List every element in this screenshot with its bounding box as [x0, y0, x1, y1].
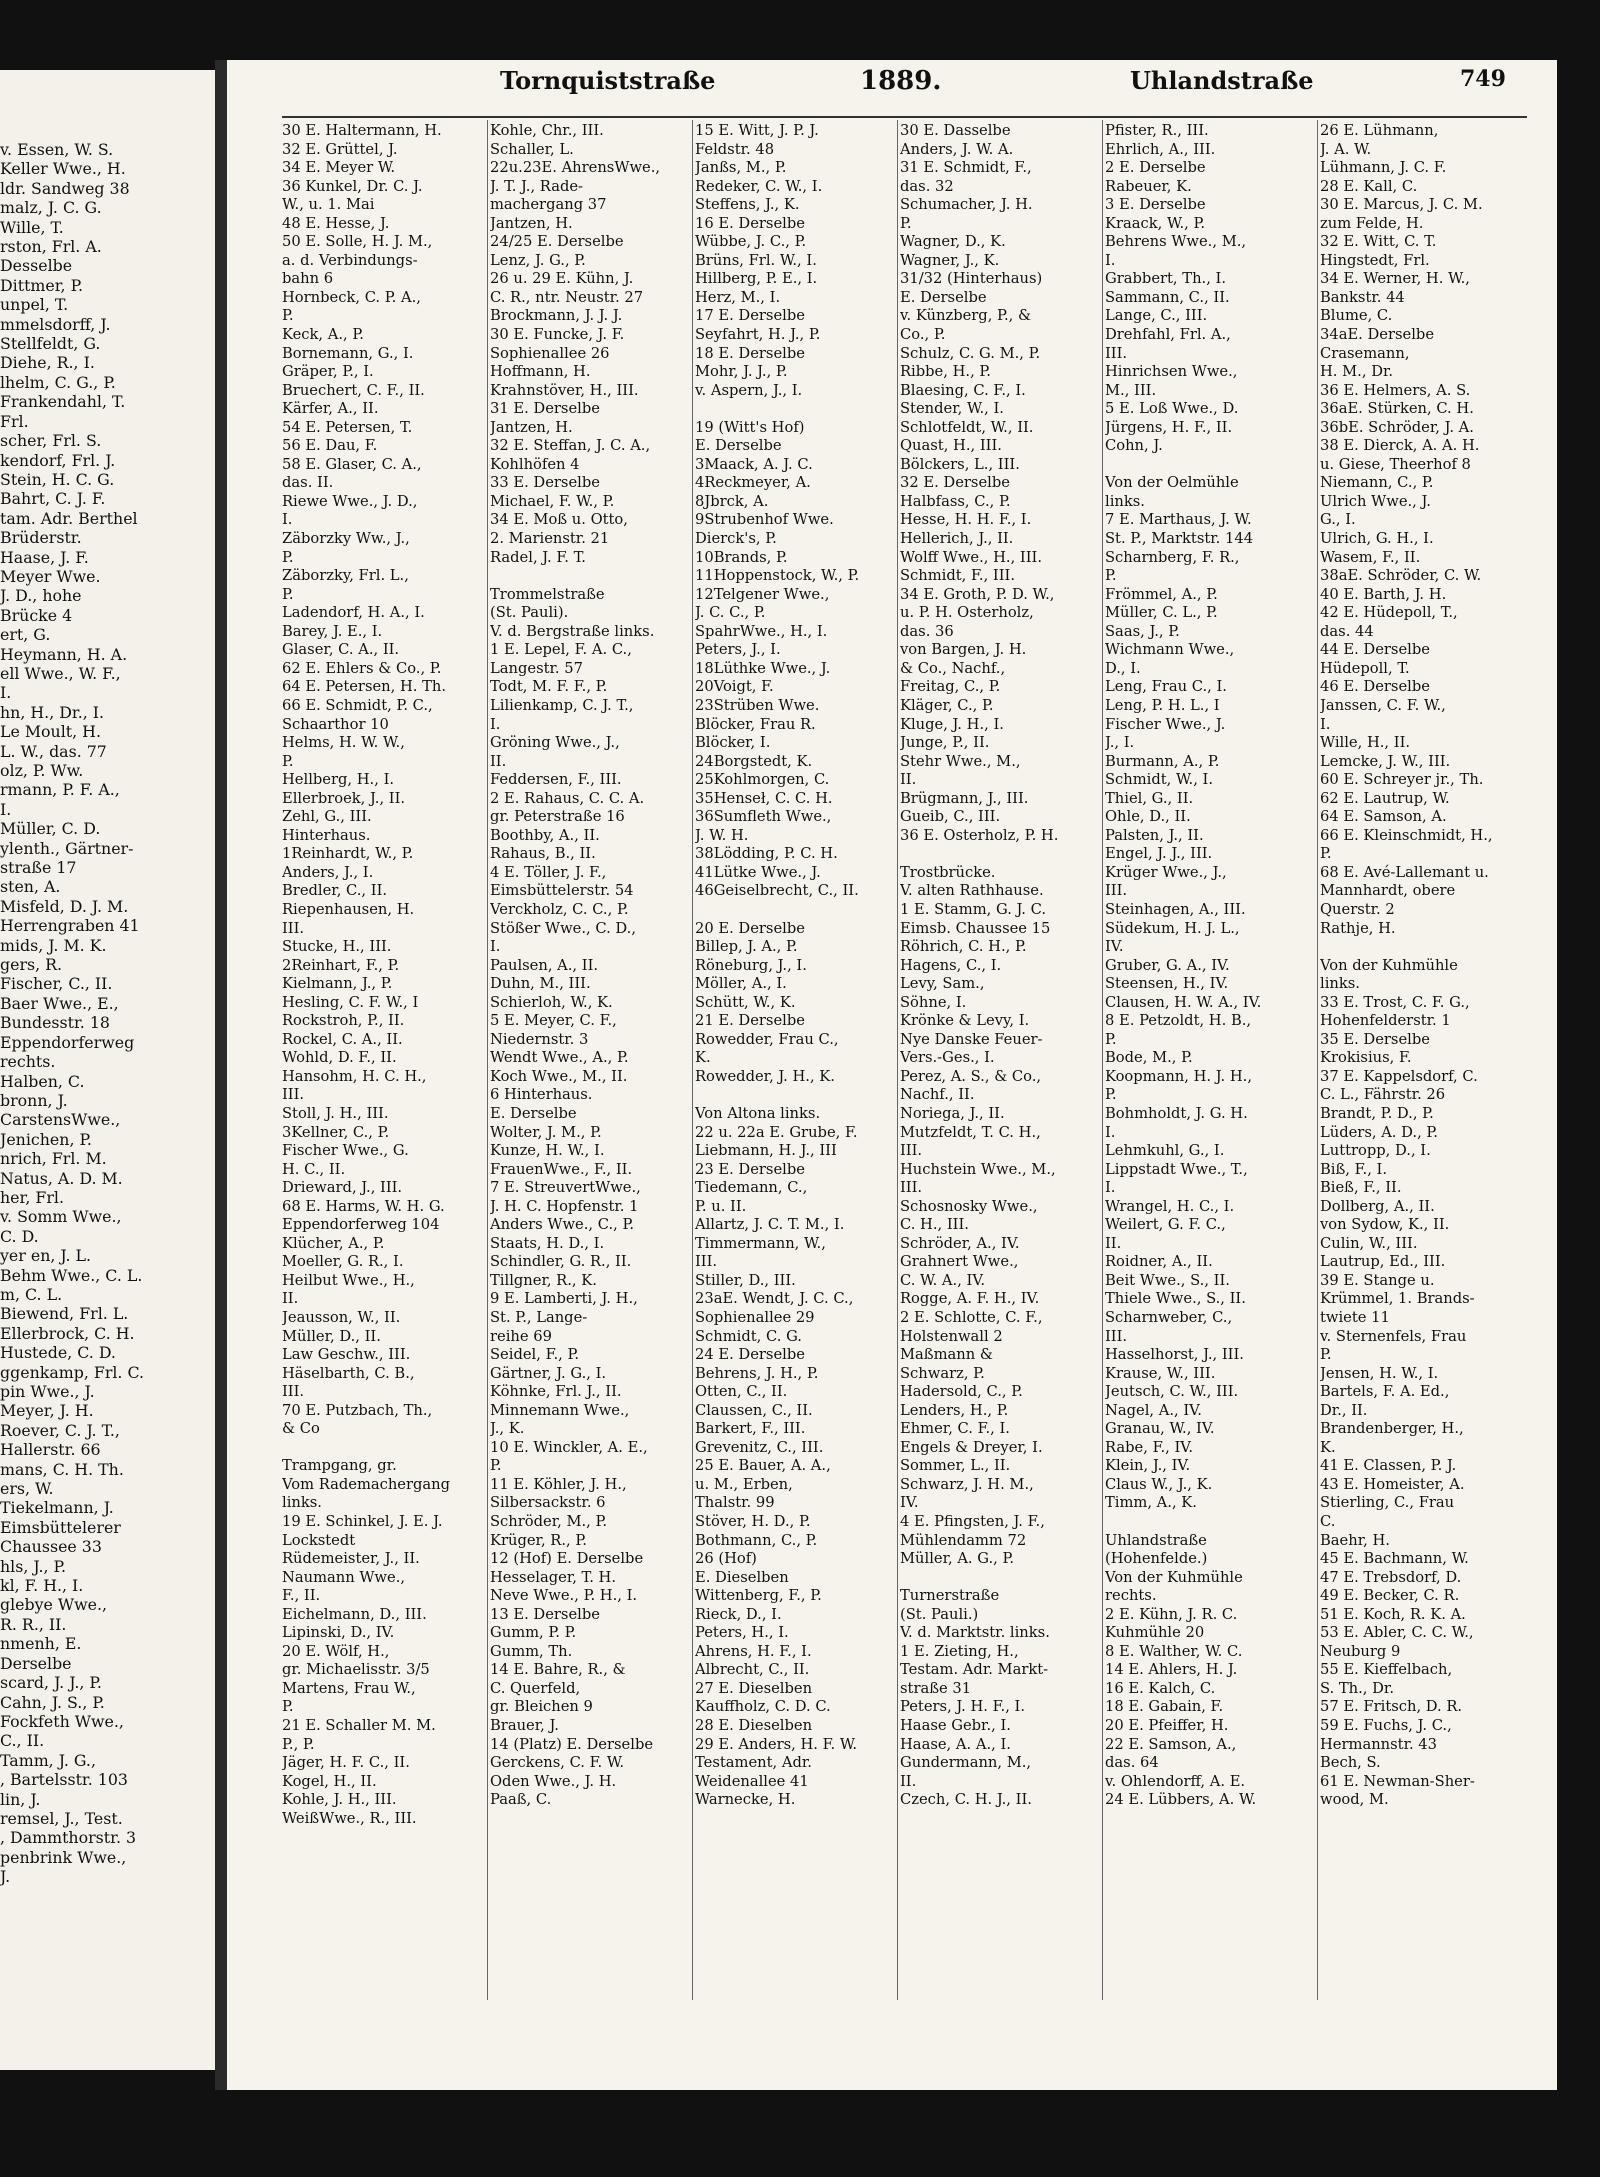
header-rule	[282, 116, 1527, 118]
directory-column-6: 26 E. Lühmann, J. A. W. Lühmann, J. C. F. 28 E. Kall, C. 30 E. Marcus, J. C. M. zum Felde, H. 32 E. Witt, C. T. Hingstedt, Frl. 34 E. Werner, H. W., Bankstr. 44 Blume, C. 34aE. Derselbe Crasemann, H. M., Dr. 36 E. Helmers, A. S. 36aE. Stürken, C. H. 36bE. Schröder, J. A. 38 E. Dierck, A. A. H. u. Giese, Theerhof 8 Niemann, C., P. Ulrich Wwe., J. G., I. Ulrich, G. H., I. Wasem, F., II. 38aE. Schröder, C. W. 40 E. Barth, J. H. 42 E. Hüdepoll, T., das. 44 44 E. Derselbe Hüdepoll, T. 46 E. Derselbe Janssen, C. F. W., I. Wille, H., II. Lemcke, J. W., III. 60 E. Schreyer jr., Th. 62 E. Lautrup, W. 64 E. Samson, A. 66 E. Kleinschmidt, H., P. 68 E. Avé-Lallemant u. Mannhardt, obere Querstr. 2 Rathje, H. Von der Kuhmühle links. 33 E. Trost, C. F. G., Hohenfelderstr. 1 35 E. Derselbe Krokisius, F. 37 E. Kappelsdorf, C. C. L., Fährstr. 26 Brandt, P. D., P. Lüders, A. D., P. Luttropp, D., I. Biß, F., I. Bieß, F., II. Dollberg, A., II. von Sydow, K., II. Culin, W., III. Lautrup, Ed., III. 39 E. Stange u. Krümmel, 1. Brands- twiete 11 v. Sternenfels, Frau P. Jensen, H. W., I. Bartels, F. A. Ed., Dr., II. Brandenberger, H., K. 41 E. Classen, P. J. 43 E. Homeister, A. Stierling, C., Frau C. Baehr, H. 45 E. Bachmann, W. 47 E. Trebsdorf, D. 49 E. Becker, C. R. 51 E. Koch, R. K. A. 53 E. Abler, C. C. W., Neuburg 9 55 E. Kieffelbach, S. Th., Dr. 57 E. Fritsch, D. R. 59 E. Fuchs, J. C., Hermannstr. 43 Bech, S. 61 E. Newman-Sher- wood, M.	[1320, 122, 1493, 1809]
column-divider	[897, 120, 898, 2000]
directory-column-1: 30 E. Haltermann, H. 32 E. Grüttel, J. 34 E. Meyer W. 36 Kunkel, Dr. C. J. W., u. 1. Mai 48 E. Hesse, J. 50 E. Solle, H. J. M., a. d. Verbindungs- bahn 6 Hornbeck, C. P. A., P. Keck, A., P. Bornemann, G., I. Gräper, P., I. Bruechert, C. F., II. Kärfer, A., II. 54 E. Petersen, T. 56 E. Dau, F. 58 E. Glaser, C. A., das. II. Riewe Wwe., J. D., I. Zäborzky Ww., J., P. Zäborzky, Frl. L., P. Ladendorf, H. A., I. Barey, J. E., I. Glaser, C. A., II. 62 E. Ehlers & Co., P. 64 E. Petersen, H. Th. 66 E. Schmidt, P. C., Schaarthor 10 Helms, H. W. W., P. Hellberg, H., I. Ellerbroek, J., II. Zehl, G., III. Hinterhaus. 1Reinhardt, W., P. Anders, J., I. Bredler, C., II. Riepenhausen, H. III. Stucke, H., III. 2Reinhart, F., P. Kielmann, J., P. Hesling, C. F. W., I Rockstroh, P., II. Rockel, C. A., II. Wohld, D. F., II. Hansohm, H. C. H., III. Stoll, J. H., III. 3Kellner, C., P. Fischer Wwe., G. H. C., II. Drieward, J., III. 68 E. Harms, W. H. G. Eppendorferweg 104 Klücher, A., P. Moeller, G. R., I. Heilbut Wwe., H., II. Jeausson, W., II. Müller, D., II. Law Geschw., III. Häselbarth, C. B., III. 70 E. Putzbach, Th., & Co Trampgang, gr. Vom Rademachergang links. 19 E. Schinkel, J. E. J. Lockstedt Rüdemeister, J., II. Naumann Wwe., F., II. Eichelmann, D., III. Lipinski, D., IV. 20 E. Wölf, H., gr. Michaelisstr. 3/5 Martens, Frau W., P. 21 E. Schaller M. M. P., P. Jäger, H. F. C., II. Kogel, H., II. Kohle, J. H., III. WeißWwe., R., III.	[282, 122, 451, 1827]
scan-right-edge	[1557, 0, 1600, 2177]
header-year: 1889.	[860, 66, 942, 96]
directory-column-5: Pfister, R., III. Ehrlich, A., III. 2 E. Derselbe Rabeuer, K. 3 E. Derselbe Kraack, W., P. Behrens Wwe., M., I. Grabbert, Th., I. Sammann, C., II. Lange, C., III. Drehfahl, Frl. A., III. Hinrichsen Wwe., M., III. 5 E. Loß Wwe., D. Jürgens, H. F., II. Cohn, J. Von der Oelmühle links. 7 E. Marthaus, J. W. St. P., Marktstr. 144 Scharnberg, F. R., P. Frömmel, A., P. Müller, C. L., P. Saas, J., P. Wichmann Wwe., D., I. Leng, Frau C., I. Leng, P. H. L., I Fischer Wwe., J. J., I. Burmann, A., P. Schmidt, W., I. Thiel, G., II. Ohle, D., II. Palsten, J., II. Engel, J. J., III. Krüger Wwe., J., III. Steinhagen, A., III. Südekum, H. J. L., IV. Gruber, G. A., IV. Steensen, H., IV. Clausen, H. W. A., IV. 8 E. Petzoldt, H. B., P. Bode, M., P. Koopmann, H. J. H., P. Bohmholdt, J. G. H. I. Lehmkuhl, G., I. Lippstadt Wwe., T., I. Wrangel, H. C., I. Weilert, G. F. C., II. Roidner, A., II. Beit Wwe., S., II. Thiele Wwe., S., II. Scharnweber, C., III. Hasselhorst, J., III. Krause, W., III. Jeutsch, C. W., III. Nagel, A., IV. Granau, W., IV. Rabe, F., IV. Klein, J., IV. Claus W., J., K. Timm, A., K. Uhlandstraße (Hohenfelde.) Von der Kuhmühle rechts. 2 E. Kühn, J. R. C. Kuhmühle 20 8 E. Walther, W. C. 14 E. Ahlers, H. J. 16 E. Kalch, C. 18 E. Gabain, F. 20 E. Pfeiffer, H. 22 E. Samson, A., das. 64 v. Ohlendorff, A. E. 24 E. Lübbers, A. W.	[1105, 122, 1262, 1809]
left-page-fragment	[0, 70, 215, 2070]
header-right-street: Uhlandstraße	[1130, 66, 1314, 95]
directory-column-4: 30 E. Dasselbe Anders, J. W. A. 31 E. Schmidt, F., das. 32 Schumacher, J. H. P. Wagner, D., K. Wagner, J., K. 31/32 (Hinterhaus) E. Derselbe v. Künzberg, P., & Co., P. Schulz, C. G. M., P. Ribbe, H., P. Blaesing, C. F., I. Stender, W., I. Schlotfeldt, W., II. Quast, H., III. Bölckers, L., III. 32 E. Derselbe Halbfass, C., P. Hesse, H. H. F., I. Hellerich, J., II. Wolff Wwe., H., III. Schmidt, F., III. 34 E. Groth, P. D. W., u. P. H. Osterholz, das. 36 von Bargen, J. H. & Co., Nachf., Freitag, C., P. Kläger, C., P. Kluge, J. H., I. Junge, P., II. Stehr Wwe., M., II. Brügmann, J., III. Gueib, C., III. 36 E. Osterholz, P. H. Trostbrücke. V. alten Rathhause. 1 E. Stamm, G. J. C. Eimsb. Chaussee 15 Röhrich, C. H., P. Hagens, C., I. Levy, Sam., Söhne, I. Krönke & Levy, I. Nye Danske Feuer- Vers.-Ges., I. Perez, A. S., & Co., Nachf., II. Noriega, J., II. Mutzfeldt, T. C. H., III. Huchstein Wwe., M., III. Schosnosky Wwe., C. H., III. Schröder, A., IV. Grahnert Wwe., C. W. A., IV. Rogge, A. F. H., IV. 2 E. Schlotte, C. F., Holstenwall 2 Maßmann & Schwarz, P. Hadersold, C., P. Lenders, H., P. Ehmer, C. F., I. Engels & Dreyer, I. Sommer, L., II. Schwarz, J. H. M., IV. 4 E. Pfingsten, J. F., Mühlendamm 72 Müller, A. G., P. Turnerstraße (St. Pauli.) V. d. Marktstr. links. 1 E. Zieting, H., Testam. Adr. Markt- straße 31 Peters, J. H. F., I. Haase Gebr., I. Haase, A. A., I. Gundermann, M., II. Czech, C. H. J., II.	[900, 122, 1059, 1809]
book-gutter	[215, 60, 227, 2090]
directory-column-2: Kohle, Chr., III. Schaller, L. 22u.23E. AhrensWwe., J. T. J., Rade- machergang 37 Jantzen, H. 24/25 E. Derselbe Lenz, J. G., P. 26 u. 29 E. Kühn, J. C. R., ntr. Neustr. 27 Brockmann, J. J. J. 30 E. Funcke, J. F. Sophienallee 26 Hoffmann, H. Krahnstöver, H., III. 31 E. Derselbe Jantzen, H. 32 E. Steffan, J. C. A., Kohlhöfen 4 33 E. Derselbe Michael, F. W., P. 34 E. Moß u. Otto, 2. Marienstr. 21 Radel, J. F. T. Trommelstraße (St. Pauli). V. d. Bergstraße links. 1 E. Lepel, F. A. C., Langestr. 57 Todt, M. F. F., P. Lilienkamp, C. J. T., I. Gröning Wwe., J., II. Feddersen, F., III. 2 E. Rahaus, C. C. A. gr. Peterstraße 16 Boothby, A., II. Rahaus, B., II. 4 E. Töller, J. F., Eimsbüttelerstr. 54 Verckholz, C. C., P. Stößer Wwe., C. D., I. Paulsen, A., II. Duhn, M., III. Schierloh, W., K. 5 E. Meyer, C. F., Niedernstr. 3 Wendt Wwe., A., P. Koch Wwe., M., II. 6 Hinterhaus. E. Derselbe Wolter, J. M., P. Kunze, H. W., I. FrauenWwe., F., II. 7 E. StreuvertWwe., J. H. C. Hopfenstr. 1 Anders Wwe., C., P. Staats, H. D., I. Schindler, G. R., II. Tillgner, R., K. 9 E. Lamberti, J. H., St. P., Lange- reihe 69 Seidel, F., P. Gärtner, J. G., I. Köhnke, Frl. J., II. Minnemann Wwe., J., K. 10 E. Winckler, A. E., P. 11 E. Köhler, J. H., Silbersackstr. 6 Schröder, M., P. Krüger, R., P. 12 (Hof) E. Derselbe Hesselager, T. H. Neve Wwe., P. H., I. 13 E. Derselbe Gumm, P. P. Gumm, Th. 14 E. Bahre, R., & C. Querfeld, gr. Bleichen 9 Brauer, J. 14 (Platz) E. Derselbe Gerckens, C. F. W. Oden Wwe., J. H. Paaß, C.	[490, 122, 661, 1809]
directory-column-3: 15 E. Witt, J. P. J. Feldstr. 48 Janßs, M., P. Redeker, C. W., I. Steffens, J., K. 16 E. Derselbe Wübbe, J. C., P. Brüns, Frl. W., I. Hillberg, P. E., I. Herz, M., I. 17 E. Derselbe Seyfahrt, H. J., P. 18 E. Derselbe Mohr, J. J., P. v. Aspern, J., I. 19 (Witt's Hof) E. Derselbe 3Maack, A. J. C. 4Reckmeyer, A. 8Jbrck, A. 9Strubenhof Wwe. Dierck's, P. 10Brands, P. 11Hoppenstock, W., P. 12Telgener Wwe., J. C. C., P. SpahrWwe., H., I. Peters, J., I. 18Lüthke Wwe., J. 20Voigt, F. 23Strüben Wwe. Blöcker, Frau R. Blöcker, I. 24Borgstedt, K. 25Kohlmorgen, C. 35Henseł, C. C. H. 36Sumfleth Wwe., J. W. H. 38Lödding, P. C. H. 41Lütke Wwe., J. 46Geiselbrecht, C., II. 20 E. Derselbe Billep, J. A., P. Röneburg, J., I. Möller, A., I. Schütt, W., K. 21 E. Derselbe Rowedder, Frau C., K. Rowedder, J. H., K. Von Altona links. 22 u. 22a E. Grube, F. Liebmann, H. J., III 23 E. Derselbe Tiedemann, C., P. u. II. Allartz, J. C. T. M., I. Timmermann, W., III. Stiller, D., III. 23aE. Wendt, J. C. C., Sophienallee 29 Schmidt, C. G. 24 E. Derselbe Behrens, J. H., P. Otten, C., II. Claussen, C., II. Barkert, F., III. Grevenitz, C., III. 25 E. Bauer, A. A., u. M., Erben, Thalstr. 99 Stöver, H. D., P. Bothmann, C., P. 26 (Hof) E. Dieselben Wittenberg, F., P. Rieck, D., I. Peters, H., I. Ahrens, H. F., I. Albrecht, C., II. 27 E. Dieselben Kauffholz, C. D. C. 28 E. Dieselben 29 E. Anders, H. F. W. Testament, Adr. Weidenallee 41 Warnecke, H.	[695, 122, 860, 1809]
column-divider	[1317, 120, 1318, 2000]
column-divider	[1102, 120, 1103, 2000]
page-number: 749	[1460, 66, 1506, 92]
left-page-text: v. Essen, W. S. Keller Wwe., H. ldr. Sandweg 38 malz, J. C. G. Wille, T. rston, Frl. A. Desselbe Dittmer, P. unpel, T. mmelsdorff, J. Stellfeldt, G. Diehe, R., I. lhelm, C. G., P. Frankendahl, T. Frl. scher, Frl. S. kendorf, Frl. J. Stein, H. C. G. Bahrt, C. J. F. tam. Adr. Berthel Brüderstr. Haase, J. F. Meyer Wwe. J. D., hohe Brücke 4 ert, G. Heymann, H. A. ell Wwe., W. F., I. hn, H., Dr., I. Le Moult, H. L. W., das. 77 olz, P. Ww. rmann, P. F. A., I. Müller, C. D. ylenth., Gärtner- straße 17 sten, A. Misfeld, D. J. M. Herrengraben 41 mids, J. M. K. gers, R. Fischer, C., II. Baer Wwe., E., Bundesstr. 18 Eppendorferweg rechts. Halben, C. bronn, J. CarstensWwe., Jenichen, P. nrich, Frl. M. Natus, A. D. M. her, Frl. v. Somm Wwe., C. D. yer en, J. L. Behm Wwe., C. L. m, C. L. Biewend, Frl. L. Ellerbrock, C. H. Hustede, C. D. ggenkamp, Frl. C. pin Wwe., J. Meyer, J. H. Roever, C. J. T., Hallerstr. 66 mans, C. H. Th. ers, W. Tiekelmann, J. Eimsbüttelerer Chaussee 33 hls, J., P. kl, F. H., I. glebye Wwe., R. R., II. nmenh, E. Derselbe scard, J. J., P. Cahn, J. S., P. Fockfeth Wwe., C., II. Tamm, J. G., , Bartelsstr. 103 lin, J. remsel, J., Test. , Dammthorstr. 3 penbrink Wwe., J.	[0, 140, 145, 1887]
header-left-street: Tornquiststraße	[500, 66, 716, 95]
column-divider	[487, 120, 488, 2000]
column-divider	[692, 120, 693, 2000]
